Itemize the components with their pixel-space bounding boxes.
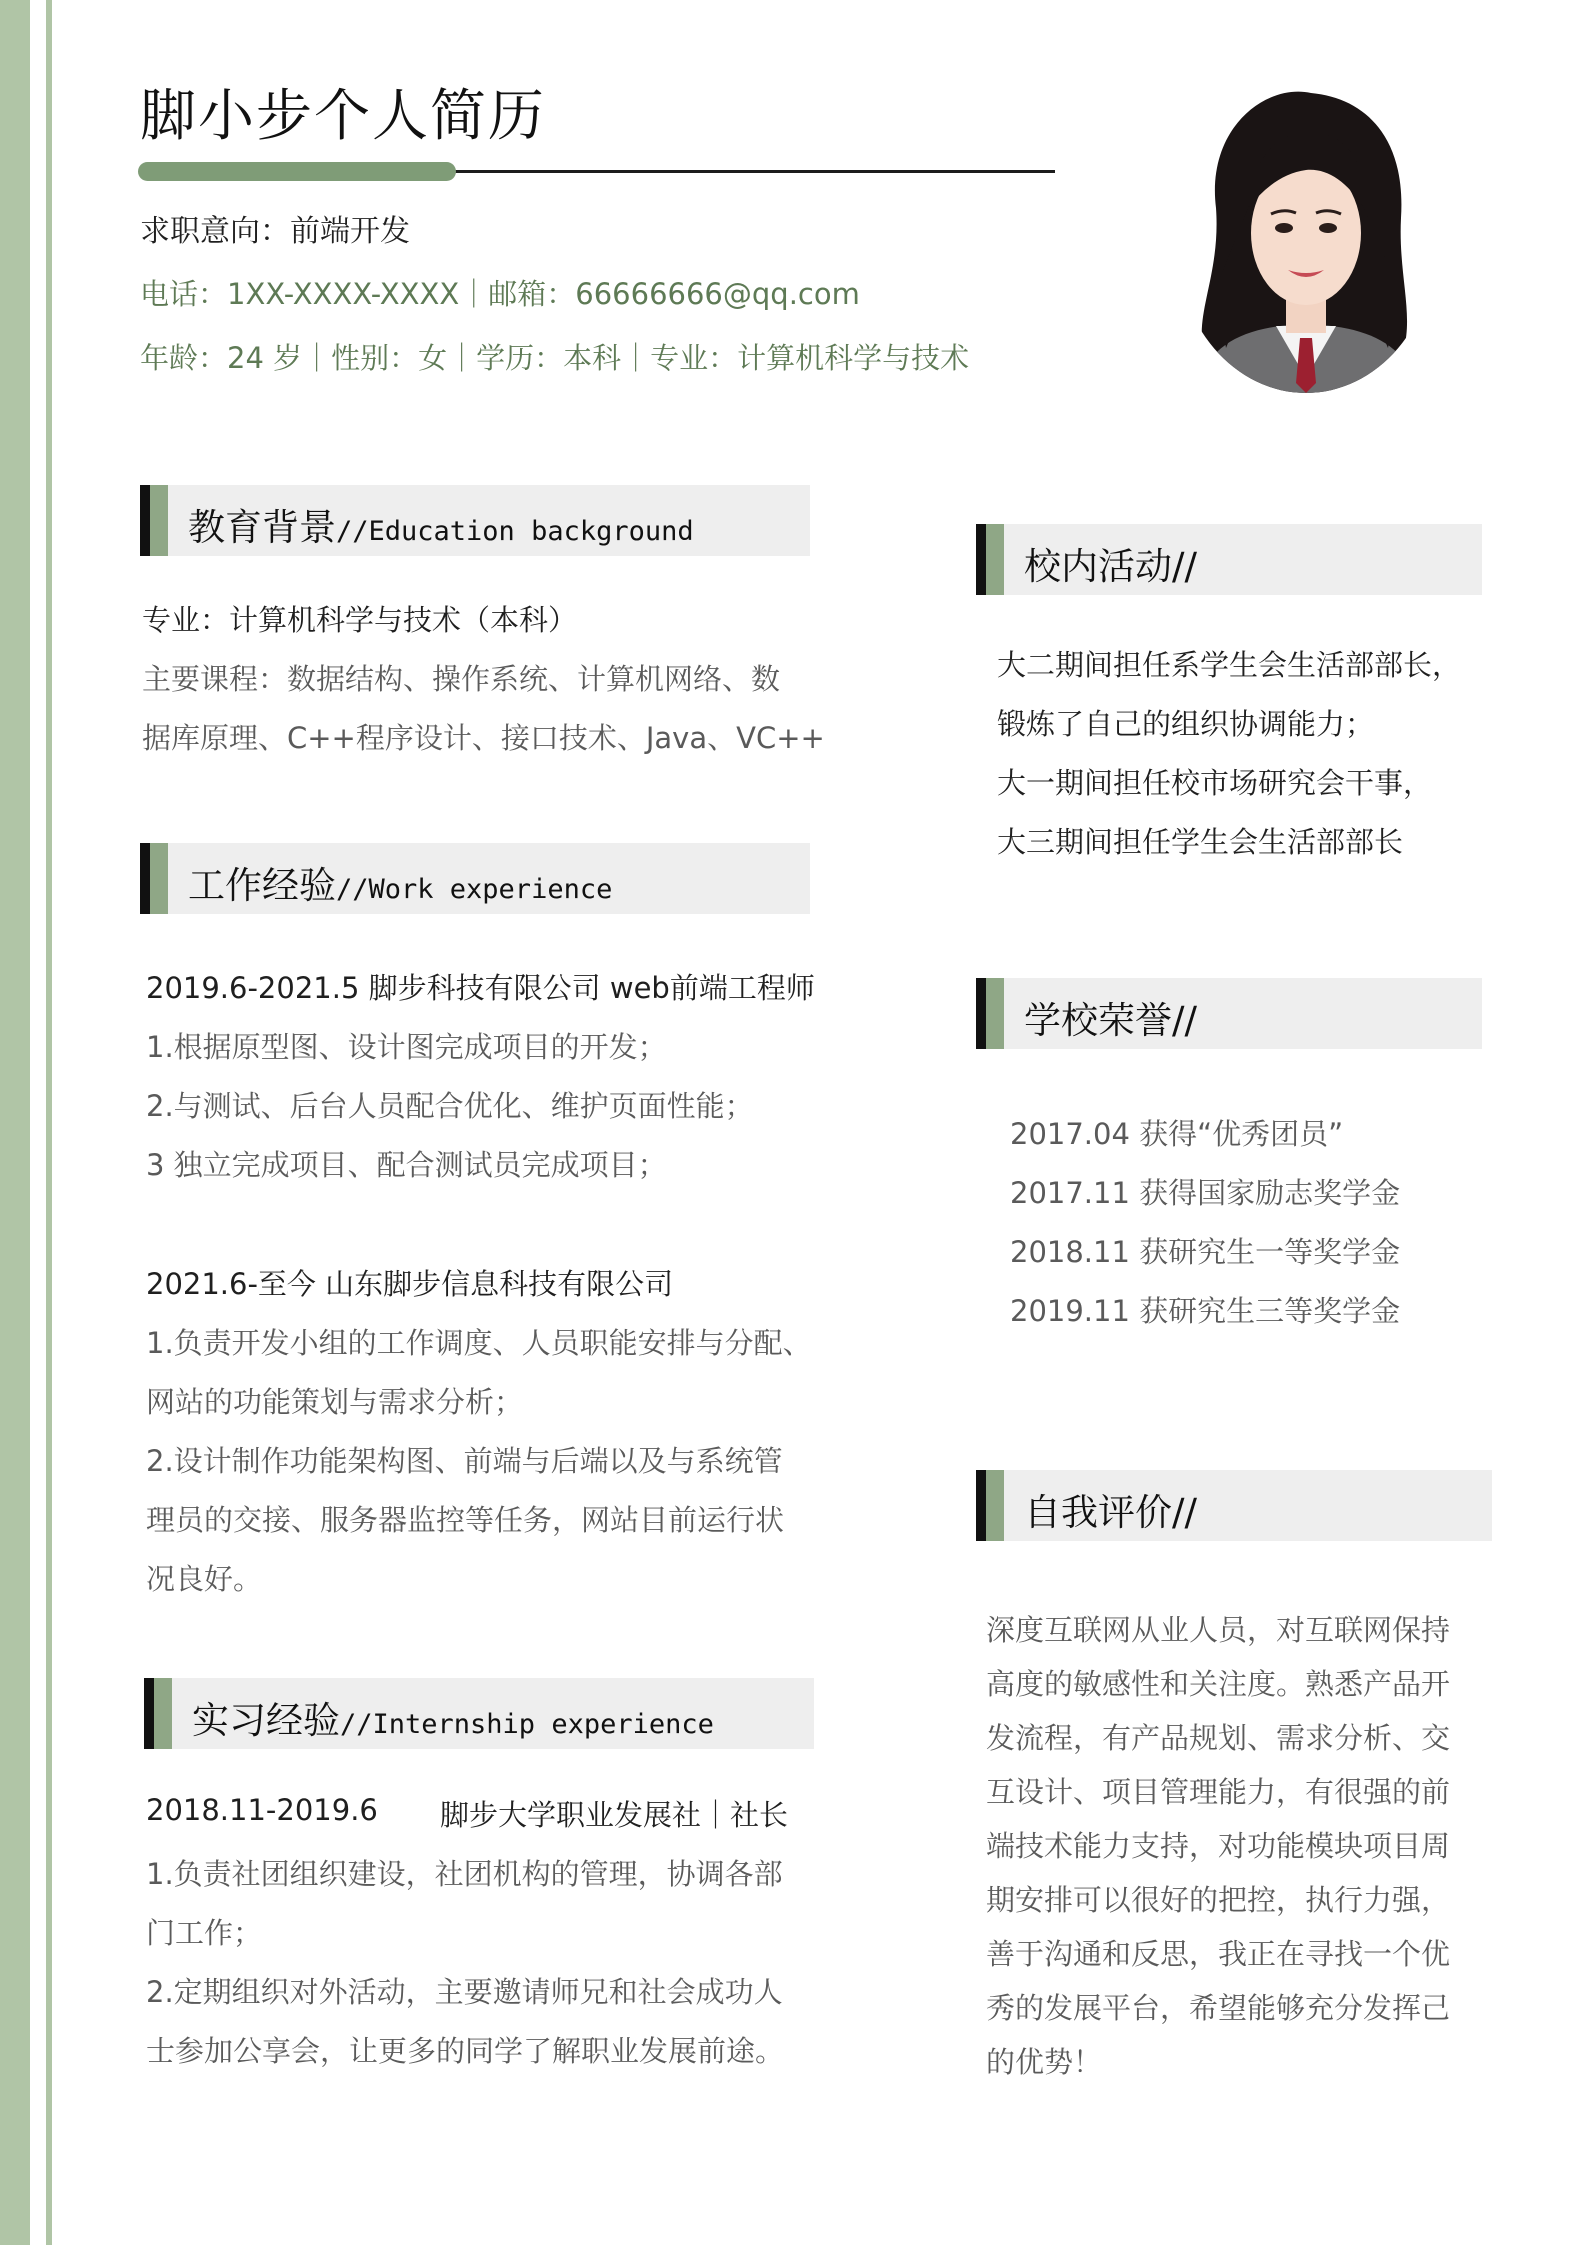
self-eval-line: 发流程，有产品规划、需求分析、交 [986, 1721, 1451, 1755]
contact-info: 电话：1XX-XXXX-XXXX｜邮箱：66666666@qq.com [140, 277, 860, 311]
section-bar-dark [140, 843, 150, 914]
job-title: 2019.6-2021.5 脚步科技有限公司 web前端工程师 [146, 971, 815, 1005]
education-courses-line: 主要课程：数据结构、操作系统、计算机网络、数 [142, 662, 781, 696]
internship-item: 门工作； [146, 1916, 263, 1950]
section-header-education [140, 485, 810, 556]
title-underline-accent [138, 162, 456, 181]
section-bar-green [150, 843, 168, 914]
self-eval-line: 期安排可以很好的把控，执行力强， [986, 1883, 1451, 1917]
section-title: 校内活动// [1024, 545, 1197, 588]
section-header-self-eval [976, 1470, 1492, 1541]
job-item: 理员的交接、服务器监控等任务，网站目前运行状 [146, 1503, 785, 1537]
education-major: 专业：计算机科学与技术（本科） [142, 603, 578, 637]
honor-item: 2017.04 获得“优秀团员” [1010, 1117, 1344, 1151]
internship-org: 脚步大学职业发展社｜社长 [440, 1798, 789, 1832]
campus-line: 大二期间担任系学生会生活部部长， [997, 648, 1462, 682]
job-intent: 求职意向：前端开发 [140, 214, 410, 249]
honor-item: 2019.11 获研究生三等奖学金 [1010, 1294, 1401, 1328]
section-bar-dark [140, 485, 150, 556]
job-item: 3 独立完成项目、配合测试员完成项目； [146, 1148, 667, 1182]
left-accent-thin-stripe [46, 0, 52, 2245]
honor-item: 2018.11 获研究生一等奖学金 [1010, 1235, 1401, 1269]
internship-date: 2018.11-2019.6 [146, 1793, 378, 1827]
section-title-cn: 工作经验 [188, 864, 336, 907]
section-title: 自我评价// [1024, 1491, 1197, 1534]
section-header-internship [144, 1678, 814, 1749]
self-eval-line: 善于沟通和反思，我正在寻找一个优 [986, 1937, 1451, 1971]
section-bar-green [986, 1470, 1004, 1541]
self-eval-line: 深度互联网从业人员，对互联网保持 [986, 1613, 1451, 1647]
internship-item: 2.定期组织对外活动，主要邀请师兄和社会成功人 [146, 1975, 783, 2009]
job-title: 2021.6-至今 山东脚步信息科技有限公司 [146, 1267, 674, 1301]
section-header-honors [976, 978, 1482, 1049]
left-accent-stripe [0, 0, 30, 2245]
job-item: 网站的功能策划与需求分析； [146, 1385, 524, 1419]
profile-photo [1176, 88, 1436, 393]
internship-item: 1.负责社团组织建设，社团机构的管理，协调各部 [146, 1857, 783, 1891]
job-item: 1.负责开发小组的工作调度、人员职能安排与分配、 [146, 1326, 812, 1360]
honor-item: 2017.11 获得国家励志奖学金 [1010, 1176, 1401, 1210]
personal-info: 年龄：24 岁｜性别：女｜学历：本科｜专业：计算机科学与技术 [140, 341, 970, 375]
self-eval-line: 互设计、项目管理能力，有很强的前 [986, 1775, 1451, 1809]
section-bar-dark [976, 978, 986, 1049]
section-header-work [140, 843, 810, 914]
education-courses-line: 据库原理、C++程序设计、接口技术、Java、VC++ [142, 721, 825, 755]
self-eval-line: 端技术能力支持，对功能模块项目周 [986, 1829, 1451, 1863]
section-bar-dark [144, 1678, 154, 1749]
section-title: 学校荣誉// [1024, 999, 1197, 1042]
self-eval-line: 秀的发展平台，希望能够充分发挥己 [986, 1991, 1451, 2025]
campus-line: 大三期间担任学生会生活部部长 [997, 825, 1404, 859]
section-header-campus [976, 524, 1482, 595]
section-bar-dark [976, 524, 986, 595]
section-title-en: //Education background [336, 516, 694, 547]
self-eval-line: 高度的敏感性和关注度。熟悉产品开 [986, 1667, 1451, 1701]
campus-line: 大一期间担任校市场研究会干事， [997, 766, 1433, 800]
job-item: 2.与测试、后台人员配合优化、维护页面性能； [146, 1089, 754, 1123]
self-eval-line: 的优势！ [986, 2045, 1103, 2079]
job-item: 2.设计制作功能架构图、前端与后端以及与系统管 [146, 1444, 783, 1478]
resume-title: 脚小步个人简历 [140, 84, 546, 149]
section-bar-dark [976, 1470, 986, 1541]
job-item: 况良好。 [146, 1562, 263, 1596]
internship-item: 士参加公享会，让更多的同学了解职业发展前途。 [146, 2034, 785, 2068]
section-title-en: //Work experience [336, 874, 613, 905]
campus-line: 锻炼了自己的组织协调能力； [997, 707, 1375, 741]
section-bar-green [986, 978, 1004, 1049]
section-title-cn: 教育背景 [188, 506, 336, 549]
section-bar-green [154, 1678, 172, 1749]
job-item: 1.根据原型图、设计图完成项目的开发； [146, 1030, 667, 1064]
section-bar-green [986, 524, 1004, 595]
section-title-en: //Internship experience [340, 1709, 714, 1740]
section-title-cn: 实习经验 [192, 1699, 340, 1742]
section-bar-green [150, 485, 168, 556]
